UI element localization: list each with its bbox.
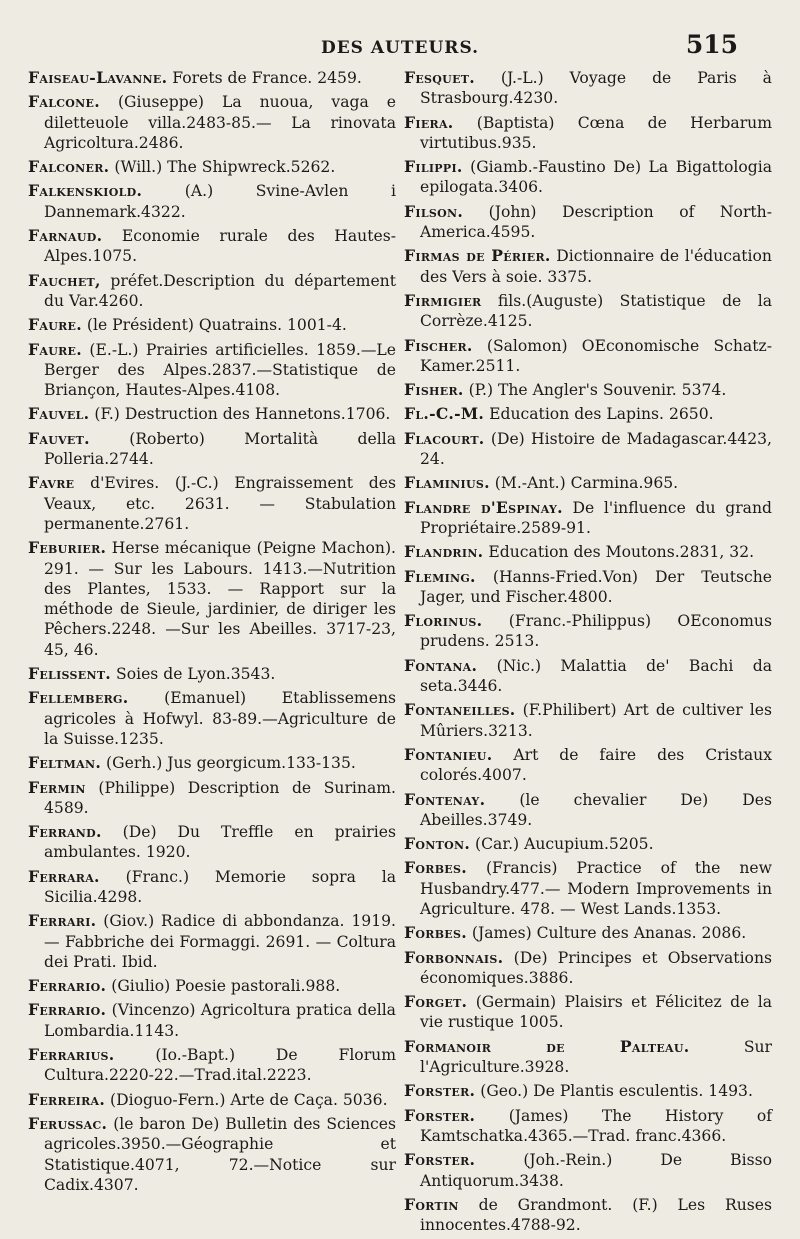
entry-author: Fesquet. [404, 68, 475, 87]
entry-text: (Francis) Practice of the new Husbandry.477.— Modern Improvements in Agriculture. 478. — West Lands.1353. [420, 859, 772, 918]
running-title: DES AUTEURS. [320, 38, 480, 58]
right-column [404, 68, 772, 1239]
entry-text: (Gerh.) Jus georgicum.133-135. [106, 754, 356, 773]
index-entry [404, 498, 772, 539]
entry-author: Faure. [28, 315, 82, 335]
index-entry [404, 380, 772, 400]
entry-text: (Vincenzo) Agricoltura pratica della Lombardia.1143. [44, 1001, 396, 1040]
entry-author: Felissent. [28, 664, 112, 684]
entry-author: Fermin [28, 777, 86, 797]
index-entry [404, 202, 772, 243]
entry-text: (James) The History of Kamtschatka.4365.—Trad. franc.4366. [420, 1106, 772, 1145]
entry-author: Flacourt. [404, 428, 485, 448]
entry-text: (le baron De) Bulletin des Sciences agricoles.3950.—Géographie et Statistique.4071, 72.—Notice sur Cadix.4307. [44, 1114, 396, 1194]
entry-author: Fortin [404, 1194, 459, 1214]
entry-author: Formanoir de Palteau. [404, 1036, 690, 1056]
entry-author: Flaminius. [404, 473, 490, 493]
entry-text: (Giamb.-Faustino De) La Bigattologia epilogata.3406. [420, 158, 772, 197]
index-entry [28, 473, 396, 534]
entry-text: (Hanns-Fried.Von) Der Teutsche Jager, und Fischer.4800. [420, 567, 772, 606]
entry-text: de Grandmont. (F.) Les Ruses innocentes.4788-92. [420, 1195, 772, 1235]
entry-text: (Geo.) De Plantis esculentis. 1493. [480, 1082, 753, 1101]
entry-text: (J.-L.) Voyage de Paris à Strasbourg.4230. [420, 69, 772, 108]
entry-text: (Roberto) Mortalità della Polleria.2744. [44, 429, 396, 469]
entry-text: (le chevalier De) Des Abeilles.3749. [420, 790, 772, 829]
entry-text: (le Président) Quatrains. 1001-4. [86, 316, 347, 335]
entry-author: Forget. [404, 992, 468, 1012]
entry-text: (Will.) The Shipwreck.5262. [114, 158, 336, 177]
entry-text: (E.-L.) Prairies artificielles. 1859.—Le Berger des Alpes.2837.—Statistique de Briançon, Hautes-Alpes.4108. [44, 340, 396, 400]
entry-author: Fauchet, [28, 270, 101, 290]
index-entry [28, 429, 396, 470]
index-entry [28, 1114, 396, 1195]
index-entry [28, 688, 396, 749]
entry-text: (De) Du Treffle en prairies ambulantes. 1920. [44, 823, 396, 862]
entry-text: (Joh.-Rein.) De Bisso Antiquorum.3438. [420, 1151, 772, 1190]
entry-author: Forbonnais. [404, 947, 504, 967]
index-entry [404, 404, 772, 424]
entry-author: Filippi. [404, 157, 463, 177]
index-entry [404, 157, 772, 198]
index-entry [28, 340, 396, 401]
index-entry [404, 68, 772, 109]
entry-text: (F.) Destruction des Hannetons.1706. [94, 405, 391, 424]
index-entry [28, 778, 396, 819]
entry-text: (Car.) Aucupium.5205. [475, 835, 654, 854]
entry-author: Forster. [404, 1081, 476, 1101]
entry-author: Fontana. [404, 655, 478, 675]
entry-author: Ferreira. [28, 1089, 106, 1109]
entry-text: (Io.-Bapt.) De Florum Cultura.2220-22.—Trad.ital.2223. [44, 1046, 396, 1085]
entry-text: (Franc.) Memorie sopra la Sicilia.4298. [44, 867, 396, 906]
entry-author: Falconer. [28, 157, 110, 177]
entry-text: (A.) Svine-Avlen i Dannemark.4322. [44, 182, 396, 221]
left-column [28, 68, 396, 1239]
entry-author: Ferussac. [28, 1113, 108, 1133]
index-entry [404, 700, 772, 741]
index-entry [404, 1195, 772, 1236]
entry-author: Feltman. [28, 753, 102, 773]
entry-text: (Franc.-Philippus) OEconomus prudens. 2513. [420, 612, 772, 651]
entry-text: Education des Moutons.2831, 32. [488, 543, 755, 562]
entry-text: (Giov.) Radice di abbondanza. 1919. — Fabbriche dei Formaggi. 2691. — Coltura dei Prati. Ibid. [44, 912, 396, 971]
entry-author: Fontanieu. [404, 744, 493, 764]
index-entry [404, 923, 772, 943]
index-entry [28, 1045, 396, 1086]
entry-author: Faiseau-Lavanne. [28, 68, 168, 87]
entry-author: Falkenskiold. [28, 181, 143, 201]
index-entry [28, 822, 396, 863]
entry-author: Ferrari. [28, 911, 97, 931]
entry-author: Filson. [404, 201, 464, 221]
entry-text: Soies de Lyon.3543. [116, 665, 276, 684]
entry-author: Ferrarius. [28, 1045, 115, 1065]
index-entry [404, 542, 772, 562]
entry-author: Ferrand. [28, 822, 102, 842]
index-entry [28, 181, 396, 222]
entry-author: Fisher. [404, 380, 464, 400]
index-entry [404, 1106, 772, 1147]
index-entry [404, 113, 772, 154]
index-entry [404, 834, 772, 854]
entry-text: (De) Histoire de Madagascar.4423, 24. [420, 429, 772, 469]
entry-author: Ferrario. [28, 1000, 107, 1020]
entry-text: (James) Culture des Ananas. 2086. [471, 924, 747, 943]
entry-author: Forster. [404, 1150, 476, 1170]
entry-text: (M.-Ant.) Carmina.965. [494, 474, 679, 493]
index-entry [28, 92, 396, 153]
index-entry [404, 429, 772, 470]
index-entry [28, 538, 396, 660]
index-entry [28, 753, 396, 773]
entry-text: (Salomon) OEconomische Schatz-Kamer.2511. [420, 336, 772, 375]
index-entry [404, 336, 772, 377]
index-entry [28, 315, 396, 335]
index-entry [404, 1037, 772, 1078]
index-entry [404, 1150, 772, 1191]
entry-text: (De) Principes et Observations économiques.3886. [420, 948, 772, 987]
index-entry [404, 656, 772, 697]
index-entry [404, 473, 772, 493]
index-entry [28, 1090, 396, 1110]
entry-author: Fauvel. [28, 404, 90, 424]
entry-author: Ferrario. [28, 976, 107, 996]
entry-text: préfet.Description du département du Var.4260. [44, 271, 396, 310]
index-entry [404, 745, 772, 786]
page-header [28, 30, 772, 68]
entry-author: Fleming. [404, 566, 476, 586]
entry-text: Education des Lapins. 2650. [489, 405, 714, 424]
entry-author: Forbes. [404, 923, 467, 943]
entry-text: Sur l'Agriculture.3928. [420, 1037, 772, 1077]
entry-text: (Philippe) Description de Surinam. 4589. [44, 778, 396, 817]
index-columns [28, 68, 772, 1239]
entry-text: (Giulio) Poesie pastorali.988. [111, 977, 341, 996]
index-entry [404, 992, 772, 1033]
index-entry [28, 867, 396, 908]
index-entry [404, 790, 772, 831]
entry-author: Fl.-C.-M. [404, 404, 485, 424]
entry-text: (Nic.) Malattia de' Bachi da seta.3446. [420, 656, 772, 696]
entry-author: Feburier. [28, 538, 107, 558]
entry-author: Firmigier [404, 290, 482, 310]
entry-author: Fiera. [404, 112, 454, 132]
entry-author: Fontaneilles. [404, 700, 516, 720]
entry-author: Ferrara. [28, 866, 100, 886]
index-entry [28, 976, 396, 996]
entry-text: Art de faire des Cristaux colorés.4007. [420, 745, 772, 785]
entry-author: Fonton. [404, 834, 471, 854]
entry-text: De l'influence du grand Propriétaire.2589-91. [420, 498, 772, 537]
entry-text: (Dioguo-Fern.) Arte de Caça. 5036. [110, 1090, 388, 1109]
entry-author: Fellemberg. [28, 688, 129, 708]
entry-text: d'Evires. (J.-C.) Engraissement des Veaux, etc. 2631. — Stabulation permanente.2761. [44, 474, 396, 533]
index-entry [404, 858, 772, 919]
entry-text: (Emanuel) Etablissemens agricoles à Hofwyl. 83-89.—Agriculture de la Suisse.1235. [44, 689, 396, 748]
index-entry [404, 567, 772, 608]
entry-text: fils.(Auguste) Statistique de la Corrèze.4125. [420, 291, 772, 331]
entry-text: Herse mécanique (Peigne Machon). 291. — Sur les Labours. 1413.—Nutrition des Plantes, 1533. — Rapport sur la méthode de Sieule, jardinier, de diriger les Pêchers.2248. —Sur les Abeilles. 3717-23, 45, 46. [44, 539, 396, 659]
entry-author: Flandrin. [404, 542, 484, 562]
entry-text: (F.Philibert) Art de cultiver les Mûriers.3213. [420, 701, 772, 740]
index-entry [28, 68, 396, 88]
entry-text: (John) Description of North-America.4595. [420, 202, 772, 242]
entry-author: Florinus. [404, 611, 483, 631]
entry-text: (P.) The Angler's Souvenir. 5374. [468, 381, 727, 400]
entry-author: Faure. [28, 339, 82, 359]
entry-text: Forets de France. 2459. [172, 69, 362, 87]
entry-author: Falcone. [28, 92, 100, 112]
index-entry [404, 611, 772, 652]
entry-text: (Giuseppe) La nuoua, vaga e diletteuole villa.2483-85.— La rinovata Agricoltura.2486. [44, 93, 396, 152]
index-entry [28, 271, 396, 312]
entry-text: (Germain) Plaisirs et Félicitez de la vie rustique 1005. [420, 993, 772, 1032]
entry-author: Forster. [404, 1105, 476, 1125]
entry-text: (Baptista) Cœna de Herbarum virtutibus.935. [420, 113, 772, 152]
index-entry [28, 1000, 396, 1041]
index-entry [28, 911, 396, 972]
index-entry [404, 246, 772, 287]
index-entry [404, 1081, 772, 1101]
entry-author: Fontenay. [404, 789, 486, 809]
entry-author: Favre [28, 473, 75, 493]
index-entry [28, 226, 396, 267]
index-entry [404, 948, 772, 989]
entry-author: Fauvet. [28, 428, 90, 448]
entry-text: Economie rurale des Hautes-Alpes.1075. [44, 227, 396, 266]
entry-author: Farnaud. [28, 226, 103, 246]
entry-text: Dictionnaire de l'éducation des Vers à soie. 3375. [420, 247, 772, 286]
page-number: 515 [685, 30, 738, 59]
index-entry [28, 404, 396, 424]
entry-author: Firmas de Périer. [404, 246, 551, 266]
index-entry [28, 157, 396, 177]
entry-author: Forbes. [404, 858, 467, 878]
entry-author: Fischer. [404, 335, 473, 355]
index-entry [404, 291, 772, 332]
entry-author: Flandre d'Espinay. [404, 497, 563, 517]
index-entry [28, 664, 396, 684]
